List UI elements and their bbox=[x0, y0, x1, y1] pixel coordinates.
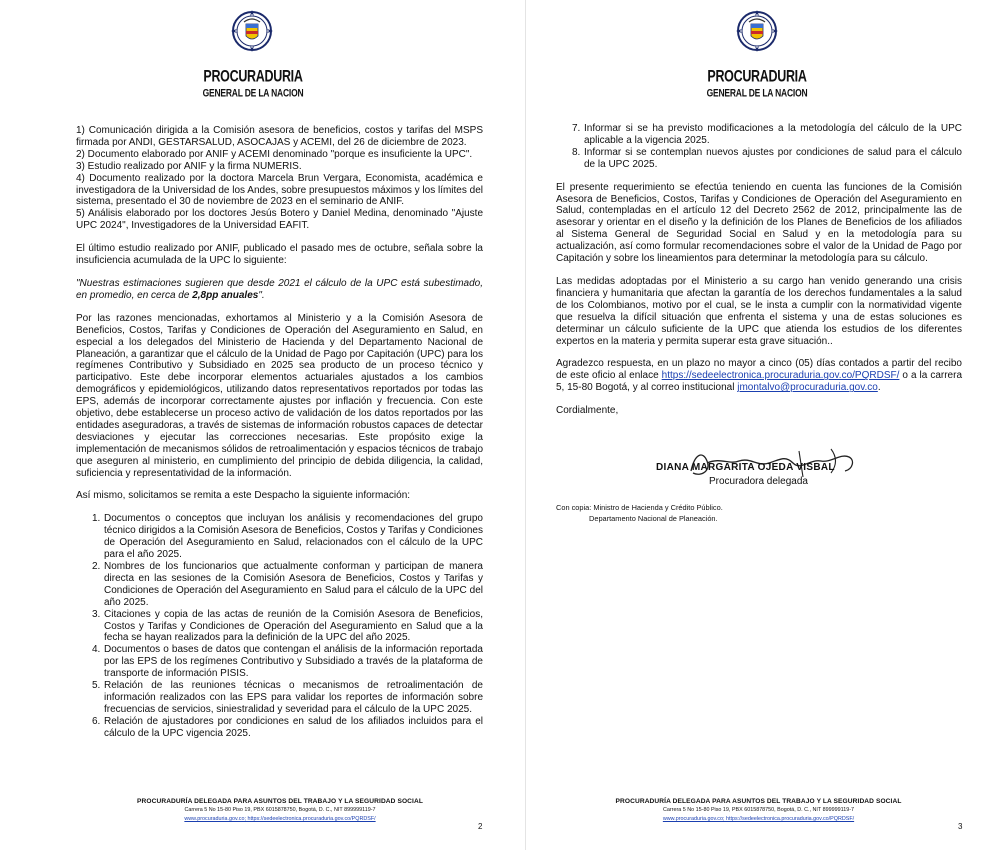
functions-paragraph: El presente requerimiento se efectúa teniendo en cuenta las funciones de la Comisión Asesora de Beneficios, Costos, Tarifas y Condiciones de Operación del Aseguramiento en Salud, contempladas en el artículo 12 del Decreto 2562 de 2012, principalmente las de asesorar y orientar en el diseño y la definición de los Planes de Beneficios de los afiliados al Sistema General de Seguridad Social en Salud y en la metodología para su actualización, así como formular recomendaciones sobre el valor de la Unidad de Pago por Capitación y sobre los lineamientos para determinar la metodología para su cálculo. bbox=[556, 181, 962, 265]
signer-name: DIANA MARGARITA OJEDA VISBAL bbox=[656, 462, 835, 473]
page-number: 2 bbox=[478, 822, 483, 831]
reference-5: 5) Análisis elaborado por los doctores Jesús Botero y Daniel Medina, denominado "Ajuste UPC 2024", Investigadores de la Universidad EAFIT. bbox=[76, 208, 483, 232]
response-paragraph: Agradezco respuesta, en un plazo no mayor a cinco (05) días contados a partir del recibo de este oficio al enlace https://sedeelectronica.procuraduria.gov.co/PQRDSF/ o a la carrera 5, 15-80 Bogotá, y al correo institucional jmontalvo@procuraduria.gov.co. bbox=[556, 358, 963, 394]
list-item: 8. Informar si se contemplan nuevos ajustes por condiciones de salud para el cálculo de la UPC 2025. bbox=[572, 146, 962, 170]
exhortation-paragraph: Por las razones mencionadas, exhortamos al Ministerio y a la Comisión Asesora de Beneficios, Costos, Tarifas y Condiciones de Operación del Aseguramiento en Salud, en especial a los delegados del Ministerio de Hacienda y del Departamento Nacional de Planeación, a garantizar que el cálculo de la Unidad de Pago por Capitación (UPC) para los regímenes Contributivo y Subsidiado en 2025 sea producto de un proceso técnico y participativo. Este debe incorporar elementos actuariales ajustados a los cambios demográficos y epidemiológicos, utilizando datos representativos reportados por todas las EPS, además de incorporar correctamente ajustes por inflación y frecuencia. Con este objetivo, debe establecerse un proceso activo de validación de los datos reportados por las entidades aseguradoras, a través de sistemas de información robustos capaces de detectar desviaciones y ejecutar las correcciones necesarias. Este propósito exige la implementación de mecanismos sólidos de retroalimentación y espacios técnicos de trabajo que aseguren al ministerio, en cumplimiento del principio de debida diligencia, la calidad, suficiencia y representatividad de la información. bbox=[76, 312, 483, 479]
procuraduria-logo: PROCURADURIA GENERAL DE LA NACION bbox=[706, 66, 808, 99]
reference-3: 3) Estudio realizado por ANIF y la firma NUMERIS. bbox=[76, 160, 302, 172]
list-item: 5. Relación de las reuniones técnicas o mecanismos de retroalimentación de información realizados con las EPS para validar los reportes de información sobre frecuencias de servicios, siniestralidad y severidad para el cálculo de la UPC 2025. bbox=[92, 680, 483, 715]
list-item: 1. Documentos o conceptos que incluyan los análisis y recomendaciones del grupo técnico dirigidos a la Comisión Asesora de Beneficios, Costos y Tarifas y Condiciones de Operación del Aseguramiento en Salud, relacionados con el cálculo de la UPC para el año 2025. bbox=[92, 513, 483, 561]
pqrdsf-link[interactable]: https://sedeelectronica.procuraduria.gov.co/PQRDSF/ bbox=[661, 370, 900, 382]
coat-of-arms-seal bbox=[732, 8, 782, 66]
footer-links[interactable]: www.procuraduria.gov.co; https://sedeelectronica.procuraduria.gov.co/PQRDSF/ bbox=[184, 816, 376, 822]
list-item: 2. Nombres de los funcionarios que actualmente conforman y participan de manera directa en las sesiones de la Comisión Asesora de Beneficios, Costos y Tarifas y Condiciones de Operación del Aseguramiento en Salud para el cálculo de la UPC del año 2025. bbox=[92, 561, 483, 608]
page-number: 3 bbox=[958, 822, 963, 831]
intro-paragraph: El último estudio realizado por ANIF, publicado el pasado mes de octubre, señala sobre la insuficiencia acumulada de la UPC lo siguiente: bbox=[76, 243, 483, 267]
reference-2: 2) Documento elaborado por ANIF y ACEMI denominado "porque es insuficiente la UPC". bbox=[76, 148, 473, 160]
signer-title: Procuradora delegada bbox=[709, 476, 808, 487]
page-2-footer: PROCURADURÍA DELEGADA PARA ASUNTOS DEL TRABAJO Y LA SEGURIDAD SOCIAL Carrera 5 No 15-80 Piso 19, PBX 6015878750, Bogotá, D. C., NIT 899999119-7 www.procuraduria.gov.co; https://sedeelectronica.procuraduria.gov.co/PQRDSF/ bbox=[100, 797, 460, 824]
procuraduria-logo: PROCURADURIA GENERAL DE LA NACION bbox=[202, 66, 304, 99]
reference-4: 4) Documento realizado por la doctora Marcela Brun Vergara, Economista, académica e investigadora de la Universidad de los Andes, sobre presupuestos máximos y los límites del sistema, presentado el 30 de noviembre de 2023 en el seminario de ANIF. bbox=[76, 172, 483, 208]
list-item: 6. Relación de ajustadores por condiciones en salud de los afiliados incluidos para el cálculo de la UPC vigencia 2025. bbox=[92, 715, 483, 739]
copy-recipients: Con copia: Ministro de Hacienda y Crédito Público. Departamento Nacional de Planeación. bbox=[556, 503, 723, 523]
page-3-footer: PROCURADURÍA DELEGADA PARA ASUNTOS DEL TRABAJO Y LA SEGURIDAD SOCIAL Carrera 5 No 15-80 Piso 19, PBX 6015878750, Bogotá, D. C., NIT 899999119-7 www.procuraduria.gov.co; https://sedeelectronica.procuraduria.gov.co/PQRDSF/ bbox=[581, 797, 936, 824]
request-list-continued bbox=[556, 123, 962, 171]
request-intro: Así mismo, solicitamos se remita a este Despacho la siguiente información: bbox=[76, 490, 411, 502]
reference-1: 1) Comunicación dirigida a la Comisión asesora de beneficios, costos y tarifas del MSPS firmada por ANDI, GESTARSALUD, ASOCAJAS y ACEMI, del 26 de diciembre de 2023. bbox=[76, 125, 483, 148]
email-link[interactable]: jmontalvo@procuraduria.gov.co bbox=[737, 382, 878, 394]
document-page-3 bbox=[526, 0, 992, 850]
list-item: 4. Documentos o bases de datos que contengan el análisis de la información reportada por las EPS de los regímenes Contributivo y Subsidiado a través de la plataforma de transporte de información PISIS. bbox=[92, 644, 483, 680]
page-2-body bbox=[76, 125, 483, 740]
list-item: 7. Informar si se ha previsto modificaciones a la metodología del cálculo de la UPC aplicable a la vigencia 2025. bbox=[572, 123, 962, 146]
anif-quote: "Nuestras estimaciones sugieren que desde 2021 el cálculo de la UPC está subestimado, en promedio, en cerca de 2,8pp anuales". bbox=[76, 277, 483, 301]
coat-of-arms-seal bbox=[227, 8, 277, 66]
list-item: 3. Citaciones y copia de las actas de reunión de la Comisión Asesora de Beneficios, Costos y Tarifas y Condiciones de Operación del Aseguramiento en Salud que a la fecha se hayan realizados para la definición de la UPC del año 2025. bbox=[92, 608, 483, 644]
crisis-paragraph: Las medidas adoptadas por el Ministerio a su cargo han venido generando una crisis financiera y humanitaria que afectan la garantía de los derechos fundamentales a la salud de los Colombianos, motivo por el cual, se le insta a cumplir con la normatividad vigente que resuelva la difícil situación que enfrenta el sistema y una de estas soluciones es determinar un cálculo suficiente de la UPC que atienda los estudios de los diferentes expertos en la materia y permita superar esta grave situación.. bbox=[556, 275, 962, 347]
closing: Cordialmente, bbox=[556, 405, 619, 417]
footer-links[interactable]: www.procuraduria.gov.co; https://sedeelectronica.procuraduria.gov.co/PQRDSF/ bbox=[662, 816, 855, 822]
request-list bbox=[76, 513, 483, 739]
page-3-body bbox=[556, 123, 962, 417]
